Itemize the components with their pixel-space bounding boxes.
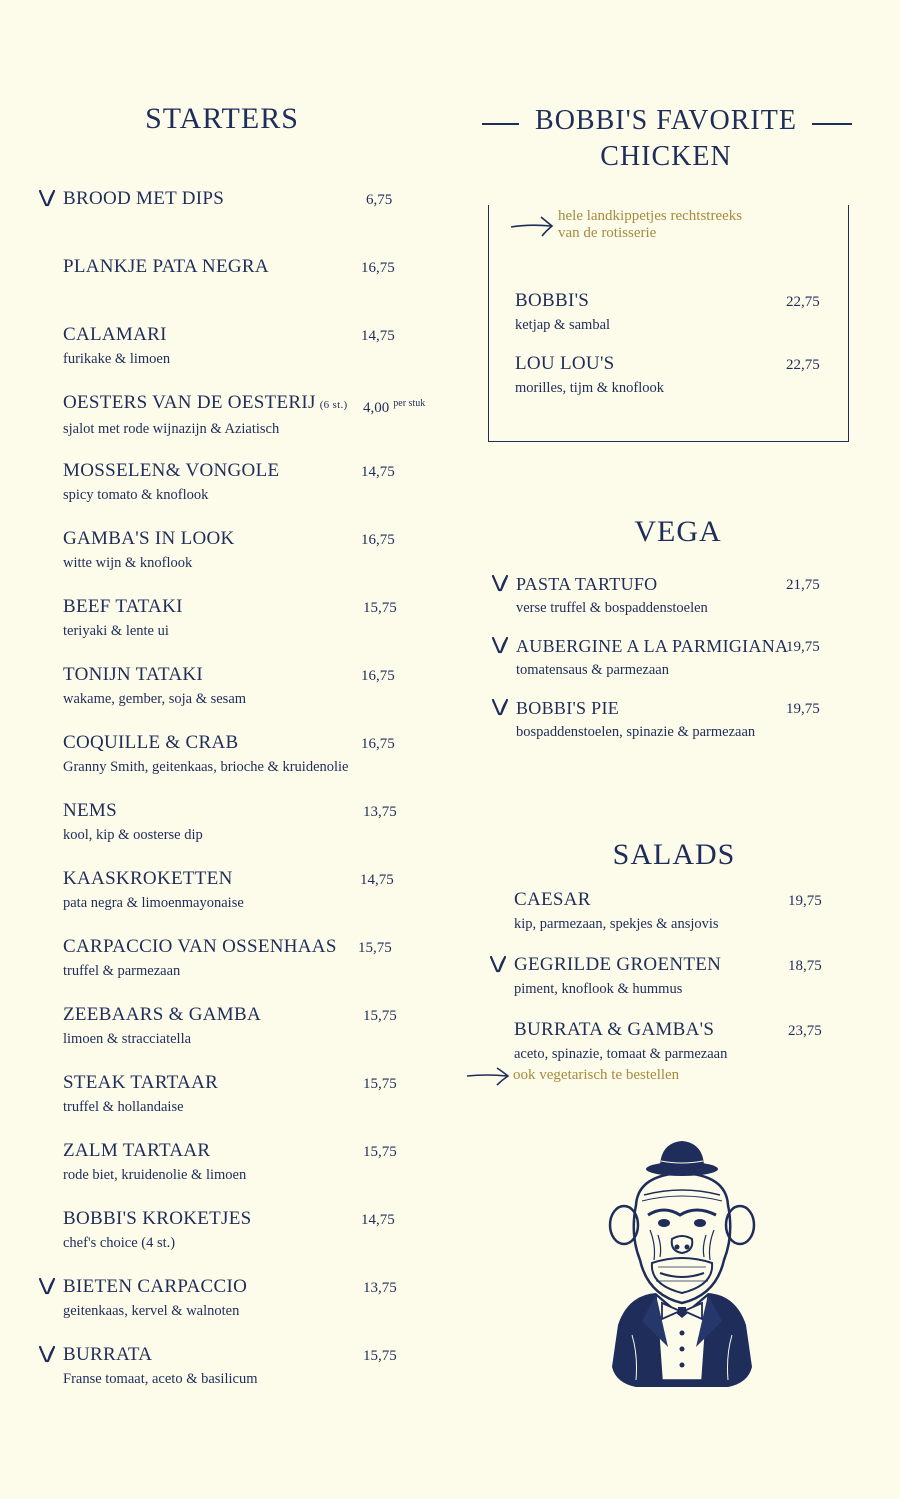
item-name-text: MOSSELEN& VONGOLE <box>63 460 280 481</box>
item-price-value: 23,75 <box>788 1023 822 1039</box>
veg-icon <box>492 698 508 716</box>
item-price-value: 22,75 <box>786 294 820 310</box>
item-price <box>788 956 822 976</box>
menu-item <box>63 528 395 573</box>
menu-item <box>63 664 395 709</box>
item-price-value: 16,75 <box>361 260 395 276</box>
item-description: verse truffel & bospaddenstoelen <box>516 600 708 616</box>
menu-item <box>63 596 397 641</box>
item-name <box>516 697 755 719</box>
item-name-text: STEAK TARTAAR <box>63 1072 219 1093</box>
item-name-text: BOBBI'S PIE <box>516 698 620 718</box>
item-price <box>358 938 392 958</box>
item-price <box>363 1142 397 1162</box>
item-description: wakame, gember, soja & sesam <box>63 691 247 707</box>
item-description: geitenkaas, kervel & walnoten <box>63 1303 240 1319</box>
item-price <box>361 530 395 550</box>
salad-note: ook vegetarisch te bestellen <box>513 1067 680 1083</box>
item-price-value: 6,75 <box>366 192 393 208</box>
item-description: pata negra & limoenmayonaise <box>63 895 244 911</box>
item-description: sjalot met rode wijnazijn & Aziatisch <box>63 421 280 437</box>
menu-item <box>63 1004 397 1049</box>
item-price <box>363 1346 397 1366</box>
item-name-text: COQUILLE & CRAB <box>63 732 239 753</box>
item-price-value: 15,75 <box>363 1348 397 1364</box>
item-price-value: 14,75 <box>361 1212 395 1228</box>
menu-item <box>63 1140 397 1185</box>
chicken-note <box>558 208 742 242</box>
item-price-value: 15,75 <box>358 940 392 956</box>
veg-icon <box>39 1345 55 1363</box>
item-name <box>514 954 721 976</box>
menu-item <box>63 936 392 981</box>
menu-item <box>63 800 397 845</box>
item-description: ketjap & sambal <box>515 317 611 333</box>
item-price <box>361 258 395 278</box>
item-price-value: 15,75 <box>363 1008 397 1024</box>
item-name-text: BURRATA <box>63 1344 153 1365</box>
item-price <box>361 326 395 346</box>
item-description: spicy tomato & knoflook <box>63 487 209 503</box>
item-name <box>514 1019 727 1041</box>
item-description: aceto, spinazie, tomaat & parmezaan <box>514 1046 728 1062</box>
chicken-title-line1: BOBBI'S FAVORITE <box>535 105 797 136</box>
item-price <box>361 666 395 686</box>
salads-title: SALADS <box>612 838 736 871</box>
item-description: furikake & limoen <box>63 351 171 367</box>
chicken-note-line2: van de rotisserie <box>558 225 657 241</box>
item-price-value: 18,75 <box>788 958 822 974</box>
item-name-text: BURRATA & GAMBA'S <box>514 1019 715 1040</box>
item-price <box>786 637 820 657</box>
item-price <box>361 734 395 754</box>
item-price-value: 15,75 <box>363 1144 397 1160</box>
veg-icon <box>492 636 508 654</box>
item-description: witte wijn & knoflook <box>63 555 193 571</box>
item-price <box>361 462 395 482</box>
item-price <box>363 1074 397 1094</box>
item-price <box>786 575 820 595</box>
item-name <box>516 635 788 657</box>
item-price <box>786 292 820 312</box>
menu-item <box>63 324 395 369</box>
menu-item <box>63 188 393 210</box>
menu-item <box>514 889 822 934</box>
menu-item <box>63 256 395 278</box>
item-name <box>63 1072 218 1094</box>
item-name-text: ZALM TARTAAR <box>63 1140 211 1161</box>
item-price-value: 16,75 <box>361 668 395 684</box>
item-price-value: 19,75 <box>786 701 820 717</box>
item-name-text: CALAMARI <box>63 324 167 345</box>
item-name <box>63 664 246 686</box>
item-price-value: 22,75 <box>786 357 820 373</box>
veg-icon <box>490 955 506 973</box>
menu-item <box>63 1344 397 1389</box>
item-price <box>786 355 820 375</box>
item-price-unit: per stuk <box>393 398 426 409</box>
item-price <box>363 394 425 418</box>
item-name <box>63 1344 257 1366</box>
item-price <box>786 699 820 719</box>
vega-title: VEGA <box>634 515 722 548</box>
menu-item <box>63 392 426 439</box>
item-name <box>63 1140 246 1162</box>
chimpanzee-illustration <box>598 1135 763 1390</box>
item-name-text: CARPACCIO VAN OSSENHAAS <box>63 936 337 957</box>
item-name-text: BOBBI'S <box>515 290 590 311</box>
item-description: bospaddenstoelen, spinazie & parmezaan <box>516 724 756 740</box>
item-description: Franse tomaat, aceto & basilicum <box>63 1371 258 1387</box>
item-name-text: BIETEN CARPACCIO <box>63 1276 248 1297</box>
item-name-text: GEGRILDE GROENTEN <box>514 954 722 975</box>
item-description: morilles, tijm & knoflook <box>515 380 665 396</box>
item-price-value: 14,75 <box>361 328 395 344</box>
item-name-text: BROOD MET DIPS <box>63 188 225 209</box>
chicken-note-line1: hele landkippetjes rechtstreeks <box>558 208 743 224</box>
arrow-icon <box>509 214 555 238</box>
item-name <box>515 353 664 375</box>
item-name <box>63 732 349 754</box>
menu-item <box>63 1072 397 1117</box>
arrow-icon <box>465 1065 511 1087</box>
item-name-text: ZEEBAARS & GAMBA <box>63 1004 261 1025</box>
menu-item <box>63 460 395 505</box>
item-name-text: TONIJN TATAKI <box>63 664 204 685</box>
item-price-value: 13,75 <box>363 804 397 820</box>
item-name-text: CAESAR <box>514 889 591 910</box>
menu-item <box>516 697 820 742</box>
item-price <box>363 802 397 822</box>
item-name <box>63 936 337 958</box>
menu-item <box>63 732 395 777</box>
item-name <box>63 1004 261 1026</box>
item-price-value: 21,75 <box>786 577 820 593</box>
item-name <box>63 392 347 416</box>
item-description: piment, knoflook & hummus <box>514 981 683 997</box>
item-price-value: 16,75 <box>361 736 395 752</box>
item-price <box>788 891 822 911</box>
item-description: teriyaki & lente ui <box>63 623 169 639</box>
item-price-value: 13,75 <box>363 1280 397 1296</box>
item-description: truffel & parmezaan <box>63 963 181 979</box>
item-price <box>366 190 392 210</box>
item-name <box>63 1208 252 1230</box>
item-name <box>515 290 610 312</box>
item-description: truffel & hollandaise <box>63 1099 184 1115</box>
item-name <box>63 800 203 822</box>
item-description: rode biet, kruidenolie & limoen <box>63 1167 247 1183</box>
menu-item <box>515 353 820 398</box>
item-price-value: 15,75 <box>363 600 397 616</box>
item-price-value: 19,75 <box>786 639 820 655</box>
menu-item <box>516 573 820 618</box>
item-price <box>788 1021 822 1041</box>
item-price <box>363 1278 397 1298</box>
item-name <box>63 596 183 618</box>
item-name <box>63 1276 247 1298</box>
item-name-text: KAASKROKETTEN <box>63 868 233 889</box>
item-price <box>363 1006 397 1026</box>
item-name <box>63 188 224 210</box>
item-name <box>63 324 170 346</box>
item-price-value: 14,75 <box>360 872 394 888</box>
item-description: limoen & stracciatella <box>63 1031 192 1047</box>
item-price-value: 15,75 <box>363 1076 397 1092</box>
item-price-value: 14,75 <box>361 464 395 480</box>
item-price <box>363 598 397 618</box>
item-name <box>63 528 235 550</box>
item-name-text: BEEF TATAKI <box>63 596 183 617</box>
item-name <box>63 256 269 278</box>
veg-icon <box>39 189 55 207</box>
item-description: chef's choice (4 st.) <box>63 1235 176 1251</box>
item-name <box>63 460 279 482</box>
item-description: kool, kip & oosterse dip <box>63 827 203 843</box>
menu-item <box>63 1208 395 1253</box>
chicken-title-line2: CHICKEN <box>600 141 732 172</box>
starters-title: STARTERS <box>145 102 299 135</box>
menu-item <box>514 1019 822 1064</box>
menu-item <box>514 954 822 999</box>
item-price <box>360 870 394 890</box>
menu-item <box>516 635 820 680</box>
item-name-text: PASTA TARTUFO <box>516 574 658 594</box>
chicken-title-rule-right <box>812 123 852 125</box>
item-name-text: OESTERS VAN DE OESTERIJ <box>63 392 316 413</box>
item-description: kip, parmezaan, spekjes & ansjovis <box>514 916 719 932</box>
item-description: Granny Smith, geitenkaas, brioche & kruidenolie <box>63 759 349 775</box>
item-name-text: BOBBI'S KROKETJES <box>63 1208 252 1229</box>
menu-item <box>63 1276 397 1321</box>
menu-item <box>515 290 820 335</box>
menu-item <box>63 868 394 913</box>
item-name-text: GAMBA'S IN LOOK <box>63 528 235 549</box>
item-price <box>361 1210 395 1230</box>
item-name <box>63 868 244 890</box>
item-name <box>516 573 708 595</box>
chicken-title-rule-left <box>482 123 519 125</box>
item-name-text: AUBERGINE A LA PARMIGIANA <box>516 636 789 656</box>
item-name <box>514 889 719 911</box>
item-quantity: (6 st.) <box>319 399 348 411</box>
item-name-text: NEMS <box>63 800 117 821</box>
item-description: tomatensaus & parmezaan <box>516 662 669 678</box>
item-price-value: 4,00 <box>363 400 390 416</box>
item-price-value: 16,75 <box>361 532 395 548</box>
item-price-value: 19,75 <box>788 893 822 909</box>
item-name-text: PLANKJE PATA NEGRA <box>63 256 269 277</box>
item-name-text: LOU LOU'S <box>515 353 615 374</box>
veg-icon <box>39 1277 55 1295</box>
veg-icon <box>492 574 508 592</box>
